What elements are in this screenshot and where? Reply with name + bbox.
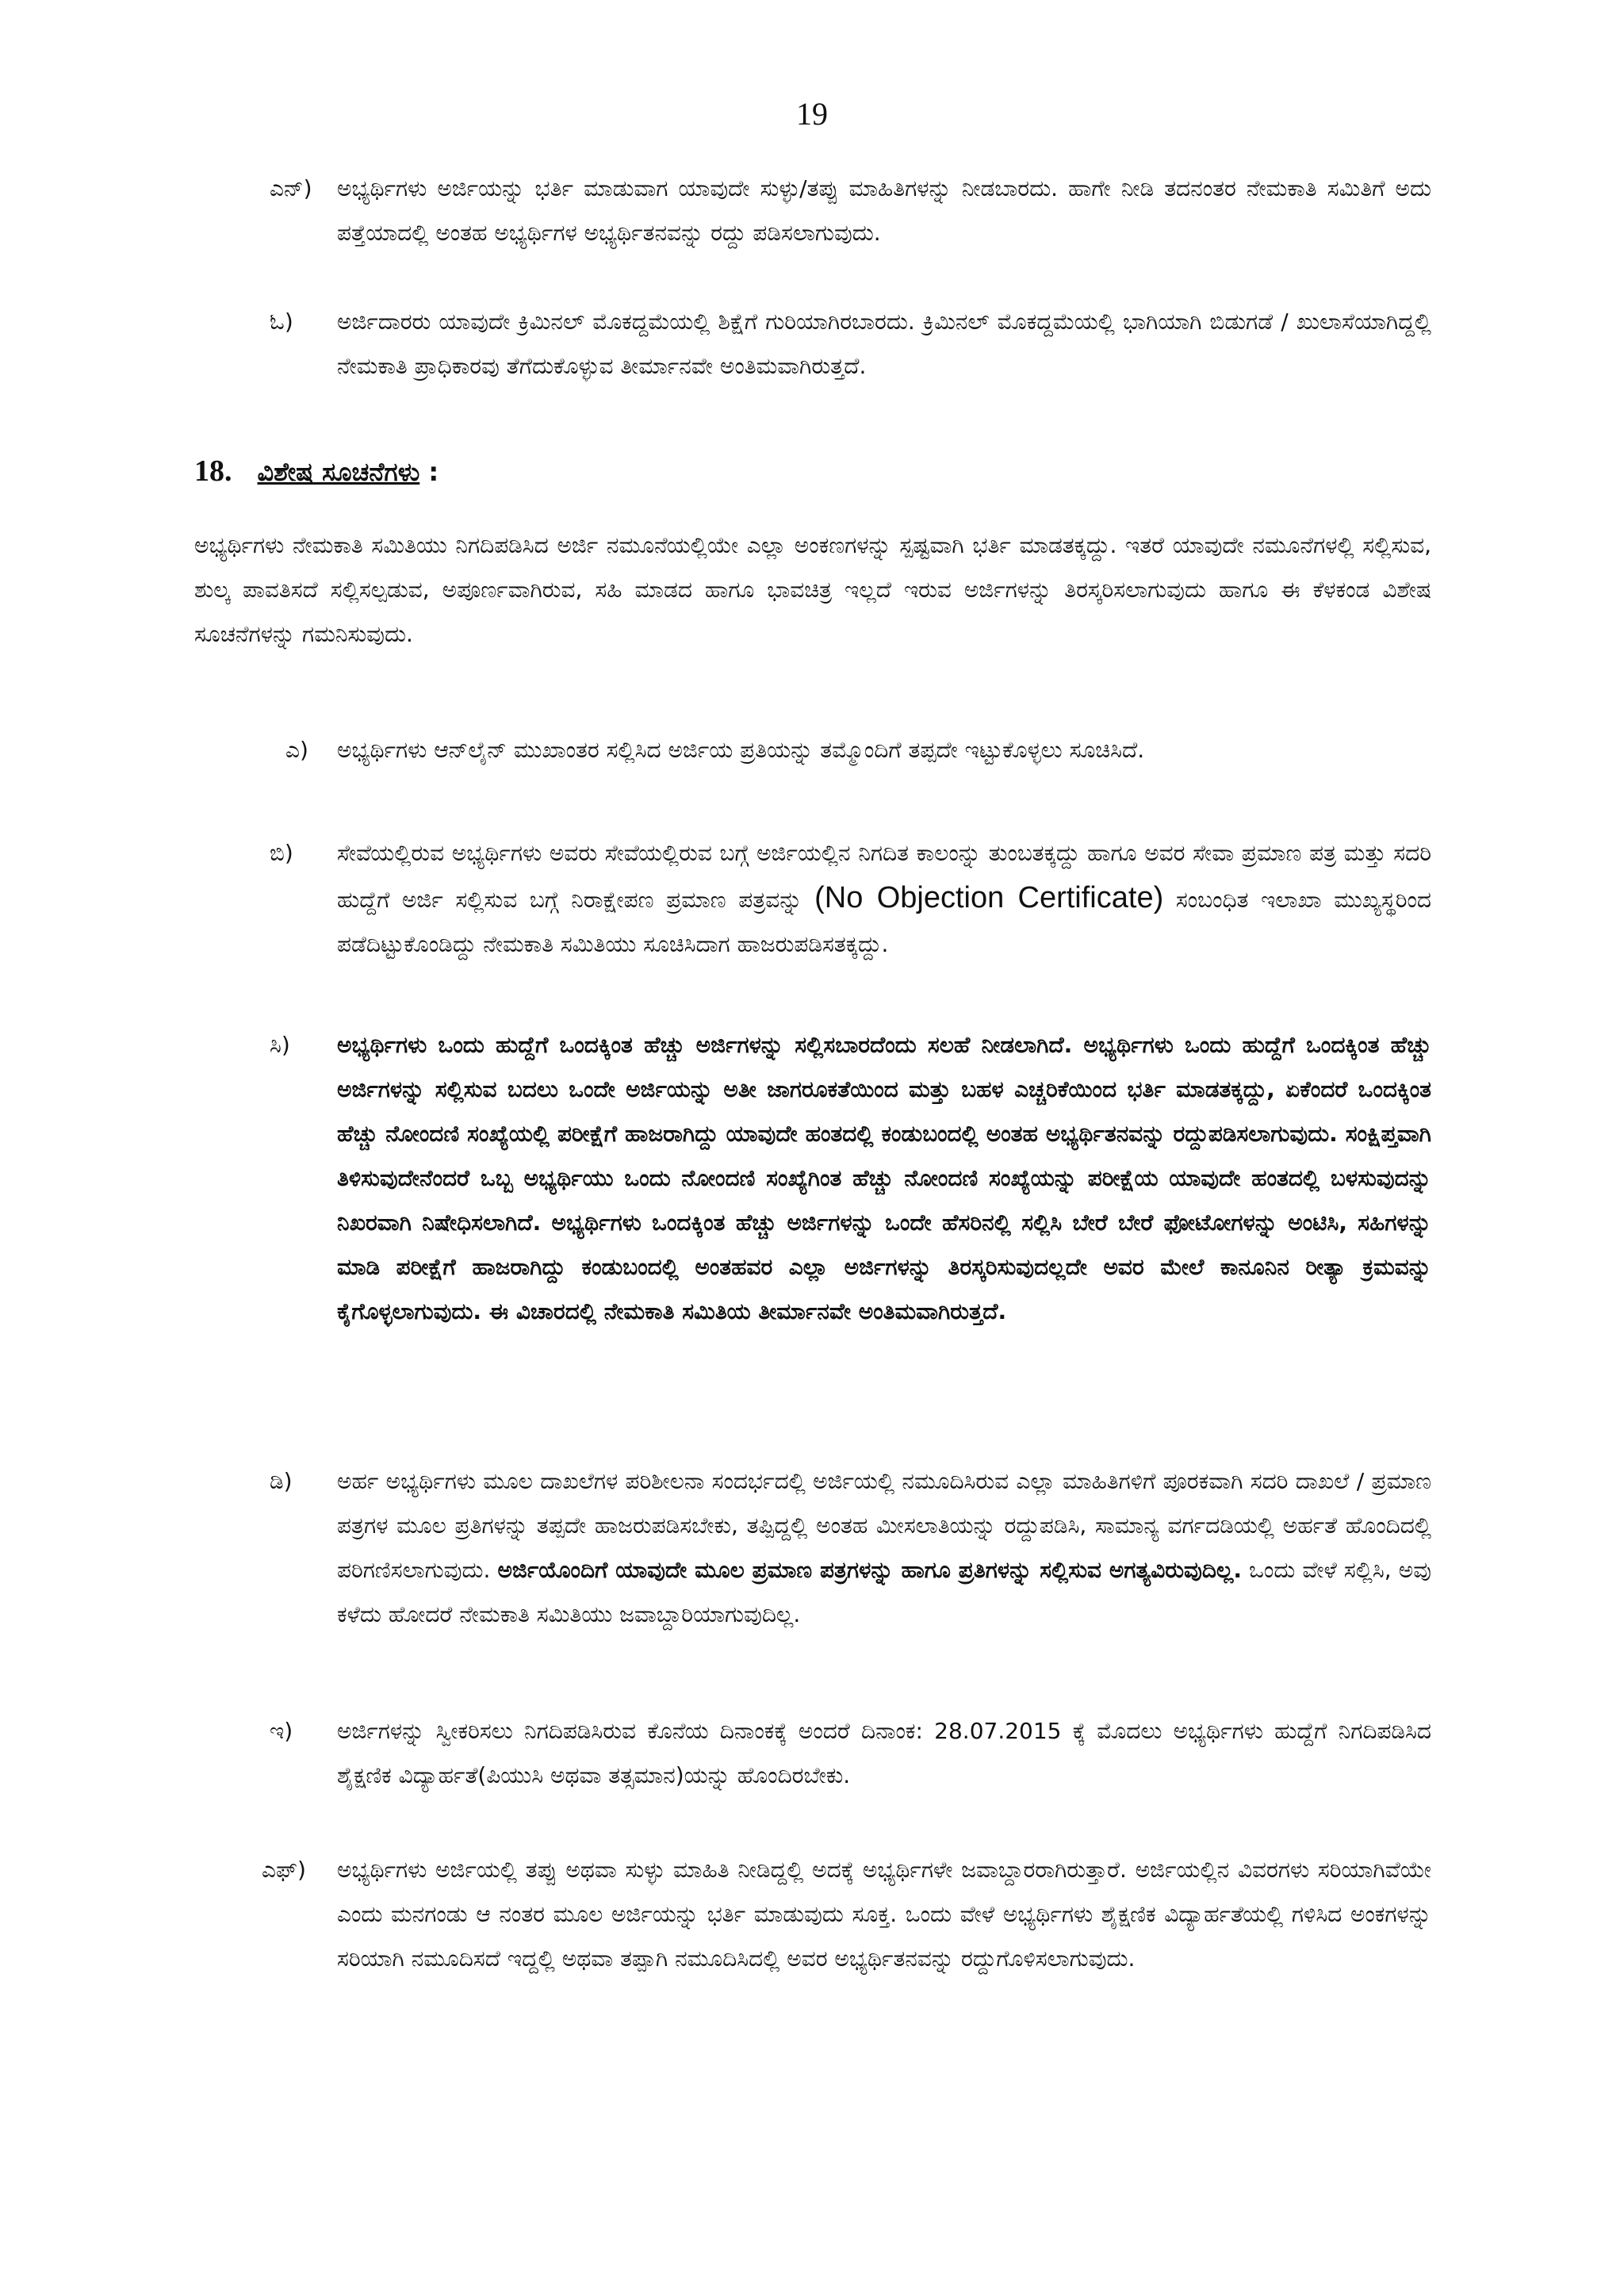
item-text (337, 831, 1431, 967)
item-text: ಅರ್ಜಿದಾರರು ಯಾವುದೇ ಕ್ರಿಮಿನಲ್ ಮೊಕದ್ದಮೆಯಲ್ಲಿ ಶಿಕ್ಷೆಗೆ ಗುರಿಯಾಗಿರಬಾರದು. ಕ್ರಿಮಿನಲ್ ಮೊಕದ್ದಮೆಯಲ್ಲಿ ಭಾಗಿಯಾಗಿ ಬಿಡುಗಡೆ / ಖುಲಾಸೆಯಾಗಿದ್ದಲ್ಲಿ ನೇಮಕಾತಿ ಪ್ರಾಧಿಕಾರವು ತೆಗೆದುಕೊಳ್ಳುವ ತೀರ್ಮಾನವೇ ಅಂತಿಮವಾಗಿರುತ್ತದೆ. (337, 309, 1431, 379)
section-title: ವಿಶೇಷ ಸೂಚನೆಗಳು (257, 457, 420, 487)
item-text: ಅಭ್ಯರ್ಥಿಗಳು ಅರ್ಜಿಯನ್ನು ಭರ್ತಿ ಮಾಡುವಾಗ ಯಾವುದೇ ಸುಳ್ಳು/ತಪ್ಪು ಮಾಹಿತಿಗಳನ್ನು ನೀಡಬಾರದು. ಹಾಗೇ ನೀಡಿ ತದನಂತರ ನೇಮಕಾತಿ ಸಮಿತಿಗೆ ಅದು ಪತ್ತೆಯಾದಲ್ಲಿ ಅಂತಹ ಅಭ್ಯರ್ಥಿಗಳ ಅಭ್ಯರ್ಥಿತನವನ್ನು ರದ್ದು ಪಡಿಸಲಾಗುವುದು. (337, 175, 1431, 246)
item-text-part: ಒಂದು ವೇಳೆ ಸಲ್ಲಿಸಿ, ಅವು ಕಳೆದು ಹೋದರೆ ನೇಮಕಾತಿ ಸಮಿತಿಯು ಜವಾಬ್ದಾರಿಯಾಗುವುದಿಲ್ಲ. (337, 1557, 1432, 1627)
item-text: ಅಭ್ಯರ್ಥಿಗಳು ಆನ್‌ಲೈನ್ ಮುಖಾಂತರ ಸಲ್ಲಿಸಿದ ಅರ್ಜಿಯ ಪ್ರತಿಯನ್ನು ತಮ್ಮೊಂದಿಗೆ ತಪ್ಪದೇ ಇಟ್ಟುಕೊಳ್ಳಲು ಸೂಚಿಸಿದೆ. (337, 737, 1145, 763)
item-text-part: ಸಂಬಂಧಿತ ಇಲಾಖಾ ಮುಖ್ಯಸ್ಥರಿಂದ ಪಡೆದಿಟ್ಟುಕೊಂಡಿದ್ದು ನೇಮಕಾತಿ ಸಮಿತಿಯು ಸೂಚಿಸಿದಾಗ ಹಾಜರುಪಡಿಸತಕ್ಕದ್ದು. (337, 887, 1431, 957)
item-text-part: ಅರ್ಹ ಅಭ್ಯರ್ಥಿಗಳು ಮೂಲ ದಾಖಲೆಗಳ ಪರಿಶೀಲನಾ ಸಂದರ್ಭದಲ್ಲಿ ಅರ್ಜಿಯಲ್ಲಿ ನಮೂದಿಸಿರುವ ಎಲ್ಲಾ ಮಾಹಿತಿಗಳಿಗೆ ಪೂರಕವಾಗಿ ಸದರಿ ದಾಖಲೆ / ಪ್ರಮಾಣ ಪತ್ರಗಳ ಮೂಲ ಪ್ರತಿಗಳನ್ನು ತಪ್ಪದೇ ಹಾಜರುಪಡಿಸಬೇಕು, ತಪ್ಪಿದ್ದಲ್ಲಿ ಅಂತಹ ಮೀಸಲಾತಿಯನ್ನು ರದ್ದುಪಡಿಸಿ, ಸಾಮಾನ್ಯ ವರ್ಗದಡಿಯಲ್ಲಿ ಅರ್ಹತೆ ಹೊಂದಿದಲ್ಲಿ ಪರಿಗಣಿಸಲಾಗುವುದು. (337, 1468, 1431, 1583)
item-text: ಅಭ್ಯರ್ಥಿಗಳು ಒಂದು ಹುದ್ದೆಗೆ ಒಂದಕ್ಕಿಂತ ಹೆಚ್ಚು ಅರ್ಜಿಗಳನ್ನು ಸಲ್ಲಿಸಬಾರದೆಂದು ಸಲಹೆ ನೀಡಲಾಗಿದೆ. ಅಭ್ಯರ್ಥಿಗಳು ಒಂದು ಹುದ್ದೆಗೆ ಒಂದಕ್ಕಿಂತ ಹೆಚ್ಚು ಅರ್ಜಿಗಳನ್ನು ಸಲ್ಲಿಸುವ ಬದಲು ಒಂದೇ ಅರ್ಜಿಯನ್ನು ಅತೀ ಜಾಗರೂಕತೆಯಿಂದ ಮತ್ತು ಬಹಳ ಎಚ್ಚರಿಕೆಯಿಂದ ಭರ್ತಿ ಮಾಡತಕ್ಕದ್ದು, ಏಕೆಂದರೆ ಒಂದಕ್ಕಿಂತ ಹೆಚ್ಚು ನೋಂದಣಿ ಸಂಖ್ಯೆಯಲ್ಲಿ ಪರೀಕ್ಷೆಗೆ ಹಾಜರಾಗಿದ್ದು ಯಾವುದೇ ಹಂತದಲ್ಲಿ ಕಂಡುಬಂದಲ್ಲಿ ಅಂತಹ ಅಭ್ಯರ್ಥಿತನವನ್ನು ರದ್ದುಪಡಿಸಲಾಗುವುದು. ಸಂಕ್ಷಿಪ್ತವಾಗಿ ತಿಳಿಸುವುದೇನೆಂದರೆ ಒಬ್ಬ ಅಭ್ಯರ್ಥಿಯು ಒಂದು ನೋಂದಣಿ ಸಂಖ್ಯೆಗಿಂತ ಹೆಚ್ಚು ನೋಂದಣಿ ಸಂಖ್ಯೆಯನ್ನು ಪರೀಕ್ಷೆಯ ಯಾವುದೇ ಹಂತದಲ್ಲಿ ಬಳಸುವುದನ್ನು ನಿಖರವಾಗಿ ನಿಷೇಧಿಸಲಾಗಿದೆ. ಅಭ್ಯರ್ಥಿಗಳು ಒಂದಕ್ಕಿಂತ ಹೆಚ್ಚು ಅರ್ಜಿಗಳನ್ನು ಒಂದೇ ಹೆಸರಿನಲ್ಲಿ ಸಲ್ಲಿಸಿ ಬೇರೆ ಬೇರೆ ಫೋಟೋಗಳನ್ನು ಅಂಟಿಸಿ, ಸಹಿಗಳನ್ನು ಮಾಡಿ ಪರೀಕ್ಷೆಗೆ ಹಾಜರಾಗಿದ್ದು ಕಂಡುಬಂದಲ್ಲಿ ಅಂತಹವರ ಎಲ್ಲಾ ಅರ್ಜಿಗಳನ್ನು ತಿರಸ್ಕರಿಸುವುದಲ್ಲದೇ ಅವರ ಮೇಲೆ ಕಾನೂನಿನ ರೀತ್ಯಾ ಕ್ರಮವನ್ನು ಕೈಗೊಳ್ಳಲಾಗುವುದು. ಈ ವಿಚಾರದಲ್ಲಿ ನೇಮಕಾತಿ ಸಮಿತಿಯ ತೀರ್ಮಾನವೇ ಅಂತಿಮವಾಗಿರುತ್ತದೆ. (337, 1032, 1431, 1324)
section-heading (194, 454, 439, 489)
item-marker: ಸಿ) (270, 1032, 290, 1058)
item-text-latin: (No Objection Certificate) (814, 881, 1164, 914)
item-marker: ಎಫ್) (262, 1857, 306, 1883)
item-marker: ಡಿ) (270, 1468, 293, 1494)
section-intro: ಅಭ್ಯರ್ಥಿಗಳು ನೇಮಕಾತಿ ಸಮಿತಿಯು ನಿಗದಿಪಡಿಸಿದ ಅರ್ಜಿ ನಮೂನೆಯಲ್ಲಿಯೇ ಎಲ್ಲಾ ಅಂಕಣಗಳನ್ನು ಸ್ಪಷ್ಟವಾಗಿ ಭರ್ತಿ ಮಾಡತಕ್ಕದ್ದು. ಇತರೆ ಯಾವುದೇ ನಮೂನೆಗಳಲ್ಲಿ ಸಲ್ಲಿಸುವ, ಶುಲ್ಕ ಪಾವತಿಸದೆ ಸಲ್ಲಿಸಲ್ಪಡುವ, ಅಪೂರ್ಣವಾಗಿರುವ, ಸಹಿ ಮಾಡದ ಹಾಗೂ ಭಾವಚಿತ್ರ ಇಲ್ಲದೆ ಇರುವ ಅರ್ಜಿಗಳನ್ನು ತಿರಸ್ಕರಿಸಲಾಗುವುದು ಹಾಗೂ ಈ ಕೆಳಕಂಡ ವಿಶೇಷ ಸೂಚನೆಗಳನ್ನು ಗಮನಿಸುವುದು. (194, 532, 1431, 647)
item-text-bold: ಅರ್ಜಿಯೊಂದಿಗೆ ಯಾವುದೇ ಮೂಲ ಪ್ರಮಾಣ ಪತ್ರಗಳನ್ನು ಹಾಗೂ ಪ್ರತಿಗಳನ್ನು ಸಲ್ಲಿಸುವ ಅಗತ್ಯವಿರುವುದಿಲ್ಲ. (497, 1557, 1243, 1583)
page-number: 19 (796, 96, 828, 132)
item-text: ಅಭ್ಯರ್ಥಿಗಳು ಅರ್ಜಿಯಲ್ಲಿ ತಪ್ಪು ಅಥವಾ ಸುಳ್ಳು ಮಾಹಿತಿ ನೀಡಿದ್ದಲ್ಲಿ ಅದಕ್ಕೆ ಅಭ್ಯರ್ಥಿಗಳೇ ಜವಾಬ್ದಾರರಾಗಿರುತ್ತಾರೆ. ಅರ್ಜಿಯಲ್ಲಿನ ವಿವರಗಳು ಸರಿಯಾಗಿವೆಯೇ ಎಂದು ಮನಗಂಡು ಆ ನಂತರ ಮೂಲ ಅರ್ಜಿಯನ್ನು ಭರ್ತಿ ಮಾಡುವುದು ಸೂಕ್ತ. ಒಂದು ವೇಳೆ ಅಭ್ಯರ್ಥಿಗಳು ಶೈಕ್ಷಣಿಕ ವಿದ್ಯಾರ್ಹತೆಯಲ್ಲಿ ಗಳಿಸಿದ ಅಂಕಗಳನ್ನು ಸರಿಯಾಗಿ ನಮೂದಿಸದೆ ಇದ್ದಲ್ಲಿ ಅಥವಾ ತಪ್ಪಾಗಿ ನಮೂದಿಸಿದಲ್ಲಿ ಅವರ ಅಭ್ಯರ್ಥಿತನವನ್ನು ರದ್ದುಗೊಳಿಸಲಾಗುವುದು. (337, 1857, 1431, 1972)
item-marker: ಬಿ) (270, 840, 293, 866)
section-number: 18. (194, 454, 232, 488)
item-marker: ಎನ್) (270, 175, 312, 201)
item-marker: ಇ) (270, 1718, 293, 1744)
item-marker: ಎ) (285, 737, 308, 763)
item-marker: ಓ) (270, 309, 293, 335)
section-colon: : (428, 457, 439, 487)
item-text: ಅರ್ಜಿಗಳನ್ನು ಸ್ವೀಕರಿಸಲು ನಿಗದಿಪಡಿಸಿರುವ ಕೊನೆಯ ದಿನಾಂಕಕ್ಕೆ ಅಂದರೆ ದಿನಾಂಕ: 28.07.2015 ಕ್ಕೆ ಮೊದಲು ಅಭ್ಯರ್ಥಿಗಳು ಹುದ್ದೆಗೆ ನಿಗದಿಪಡಿಸಿದ ಶೈಕ್ಷಣಿಕ ವಿದ್ಯಾರ್ಹತೆ(ಪಿಯುಸಿ ಅಥವಾ ತತ್ಸಮಾನ)ಯನ್ನು ಹೊಂದಿರಬೇಕು. (337, 1718, 1431, 1788)
item-text (337, 1459, 1431, 1637)
item-text-part: ಸೇವೆಯಲ್ಲಿರುವ ಅಭ್ಯರ್ಥಿಗಳು ಅವರು ಸೇವೆಯಲ್ಲಿರುವ ಬಗ್ಗೆ ಅರ್ಜಿಯಲ್ಲಿನ ನಿಗದಿತ ಕಾಲಂನ್ನು ತುಂಬತಕ್ಕದ್ದು ಹಾಗೂ ಅವರ ಸೇವಾ ಪ್ರಮಾಣ ಪತ್ರ ಮತ್ತು ಸದರಿ ಹುದ್ದೆಗೆ ಅರ್ಜಿ ಸಲ್ಲಿಸುವ ಬಗ್ಗೆ ನಿರಾಕ್ಷೇಪಣ ಪ್ರಮಾಣ ಪತ್ರವನ್ನು (337, 840, 1431, 913)
